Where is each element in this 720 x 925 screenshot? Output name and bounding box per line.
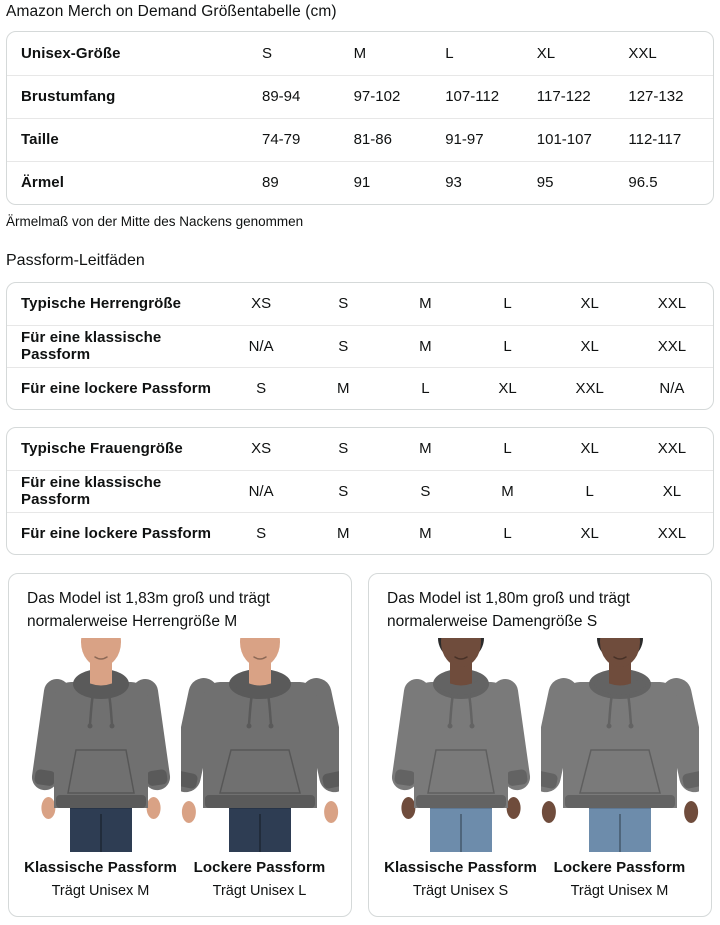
row-label: Typische Frauengröße <box>21 440 183 458</box>
cell-value: XL <box>580 440 599 458</box>
cell-value: XL <box>631 470 713 512</box>
table-row <box>7 283 713 325</box>
male-classic-model-image <box>22 638 180 852</box>
cell-value: L <box>384 367 466 409</box>
cell-value: S <box>302 470 384 512</box>
row-label: Für eine lockere Passform <box>7 512 220 554</box>
cell-value: S <box>220 367 302 409</box>
male-loose-model-image <box>181 638 339 852</box>
cell-value: S <box>338 295 349 313</box>
fit-guides-heading: Passform-Leitfäden <box>6 252 145 269</box>
cell-value: N/A <box>220 470 302 512</box>
row-label: Unisex-Größe <box>21 44 121 62</box>
cell-value: XXL <box>628 44 657 62</box>
fit-caption: Lockere Passform <box>193 859 326 876</box>
row-label: Für eine klassische Passform <box>7 470 220 512</box>
size-caption: Trägt Unisex L <box>212 883 307 899</box>
cell-value: 101-107 <box>530 118 622 161</box>
female-classic-model-image <box>382 638 540 852</box>
unisex-size-table <box>6 31 714 205</box>
row-label: Ärmel <box>7 161 255 204</box>
cell-value: L <box>466 512 548 554</box>
cell-value: 93 <box>438 161 530 204</box>
size-caption: Trägt Unisex M <box>570 883 669 899</box>
cell-value: M <box>419 295 432 313</box>
cell-value: XXL <box>657 440 687 458</box>
row-label: Typische Herrengröße <box>21 295 182 313</box>
cell-value: 91 <box>347 161 439 204</box>
cell-value: L <box>445 44 454 62</box>
cell-value: XL <box>580 295 599 313</box>
cell-value: M <box>466 470 548 512</box>
cell-value: 96.5 <box>621 161 713 204</box>
cell-value: XXL <box>657 295 687 313</box>
cell-value: XL <box>549 325 631 367</box>
table-row <box>7 32 713 75</box>
size-caption: Trägt Unisex S <box>412 883 509 899</box>
female-loose-figure <box>540 638 699 899</box>
row-label: Für eine klassische Passform <box>7 325 220 367</box>
male-card-heading: Das Model ist 1,83m groß und trägt normalerweise Herrengröße M <box>27 590 270 630</box>
cell-value: 89-94 <box>255 75 347 118</box>
cell-value: 112-117 <box>621 118 713 161</box>
model-cards <box>6 573 714 917</box>
row-label: Brustumfang <box>7 75 255 118</box>
cell-value: M <box>353 44 367 62</box>
page-title: Amazon Merch on Demand Größentabelle (cm) <box>6 3 337 20</box>
female-card-heading: Das Model ist 1,80m groß und trägt normalerweise Damengröße S <box>387 590 630 630</box>
cell-value: XXL <box>631 512 713 554</box>
cell-value: XXL <box>631 325 713 367</box>
table-row <box>7 367 713 409</box>
cell-value: M <box>419 440 432 458</box>
cell-value: M <box>384 325 466 367</box>
cell-value: XL <box>549 512 631 554</box>
cell-value: XS <box>251 440 272 458</box>
cell-value: 95 <box>530 161 622 204</box>
cell-value: XS <box>251 295 272 313</box>
male-classic-figure <box>21 638 180 899</box>
female-classic-figure <box>381 638 540 899</box>
table-row <box>7 470 713 512</box>
row-label: Taille <box>7 118 255 161</box>
cell-value: 107-112 <box>438 75 530 118</box>
cell-value: XXL <box>549 367 631 409</box>
fit-caption: Lockere Passform <box>553 859 686 876</box>
male-model-card <box>8 573 352 917</box>
male-loose-figure <box>180 638 339 899</box>
cell-value: L <box>503 440 512 458</box>
table-row <box>7 118 713 161</box>
fit-caption: Klassische Passform <box>384 859 537 876</box>
cell-value: 127-132 <box>621 75 713 118</box>
cell-value: 81-86 <box>347 118 439 161</box>
cell-value: S <box>220 512 302 554</box>
cell-value: M <box>384 512 466 554</box>
row-label: Für eine lockere Passform <box>7 367 220 409</box>
size-caption: Trägt Unisex M <box>51 883 150 899</box>
cell-value: XL <box>536 44 556 62</box>
cell-value: 91-97 <box>438 118 530 161</box>
cell-value: L <box>503 295 512 313</box>
cell-value: 74-79 <box>255 118 347 161</box>
cell-value: M <box>302 512 384 554</box>
cell-value: 89 <box>255 161 347 204</box>
table-row <box>7 325 713 367</box>
cell-value: N/A <box>631 367 713 409</box>
table-row <box>7 161 713 204</box>
table-row <box>7 512 713 554</box>
cell-value: N/A <box>220 325 302 367</box>
mens-fit-table <box>6 282 714 410</box>
cell-value: 117-122 <box>530 75 622 118</box>
cell-value: 97-102 <box>347 75 439 118</box>
fit-caption: Klassische Passform <box>24 859 177 876</box>
sleeve-measurement-note: Ärmelmaß von der Mitte des Nackens genommen <box>6 214 304 229</box>
female-loose-model-image <box>541 638 699 852</box>
cell-value: S <box>302 325 384 367</box>
table-row <box>7 75 713 118</box>
cell-value: L <box>466 325 548 367</box>
cell-value: L <box>549 470 631 512</box>
womens-fit-table <box>6 427 714 555</box>
table-row <box>7 428 713 470</box>
cell-value: S <box>384 470 466 512</box>
cell-value: S <box>338 440 349 458</box>
female-model-card <box>368 573 712 917</box>
cell-value: M <box>302 367 384 409</box>
cell-value: XL <box>466 367 548 409</box>
cell-value: S <box>262 44 273 62</box>
